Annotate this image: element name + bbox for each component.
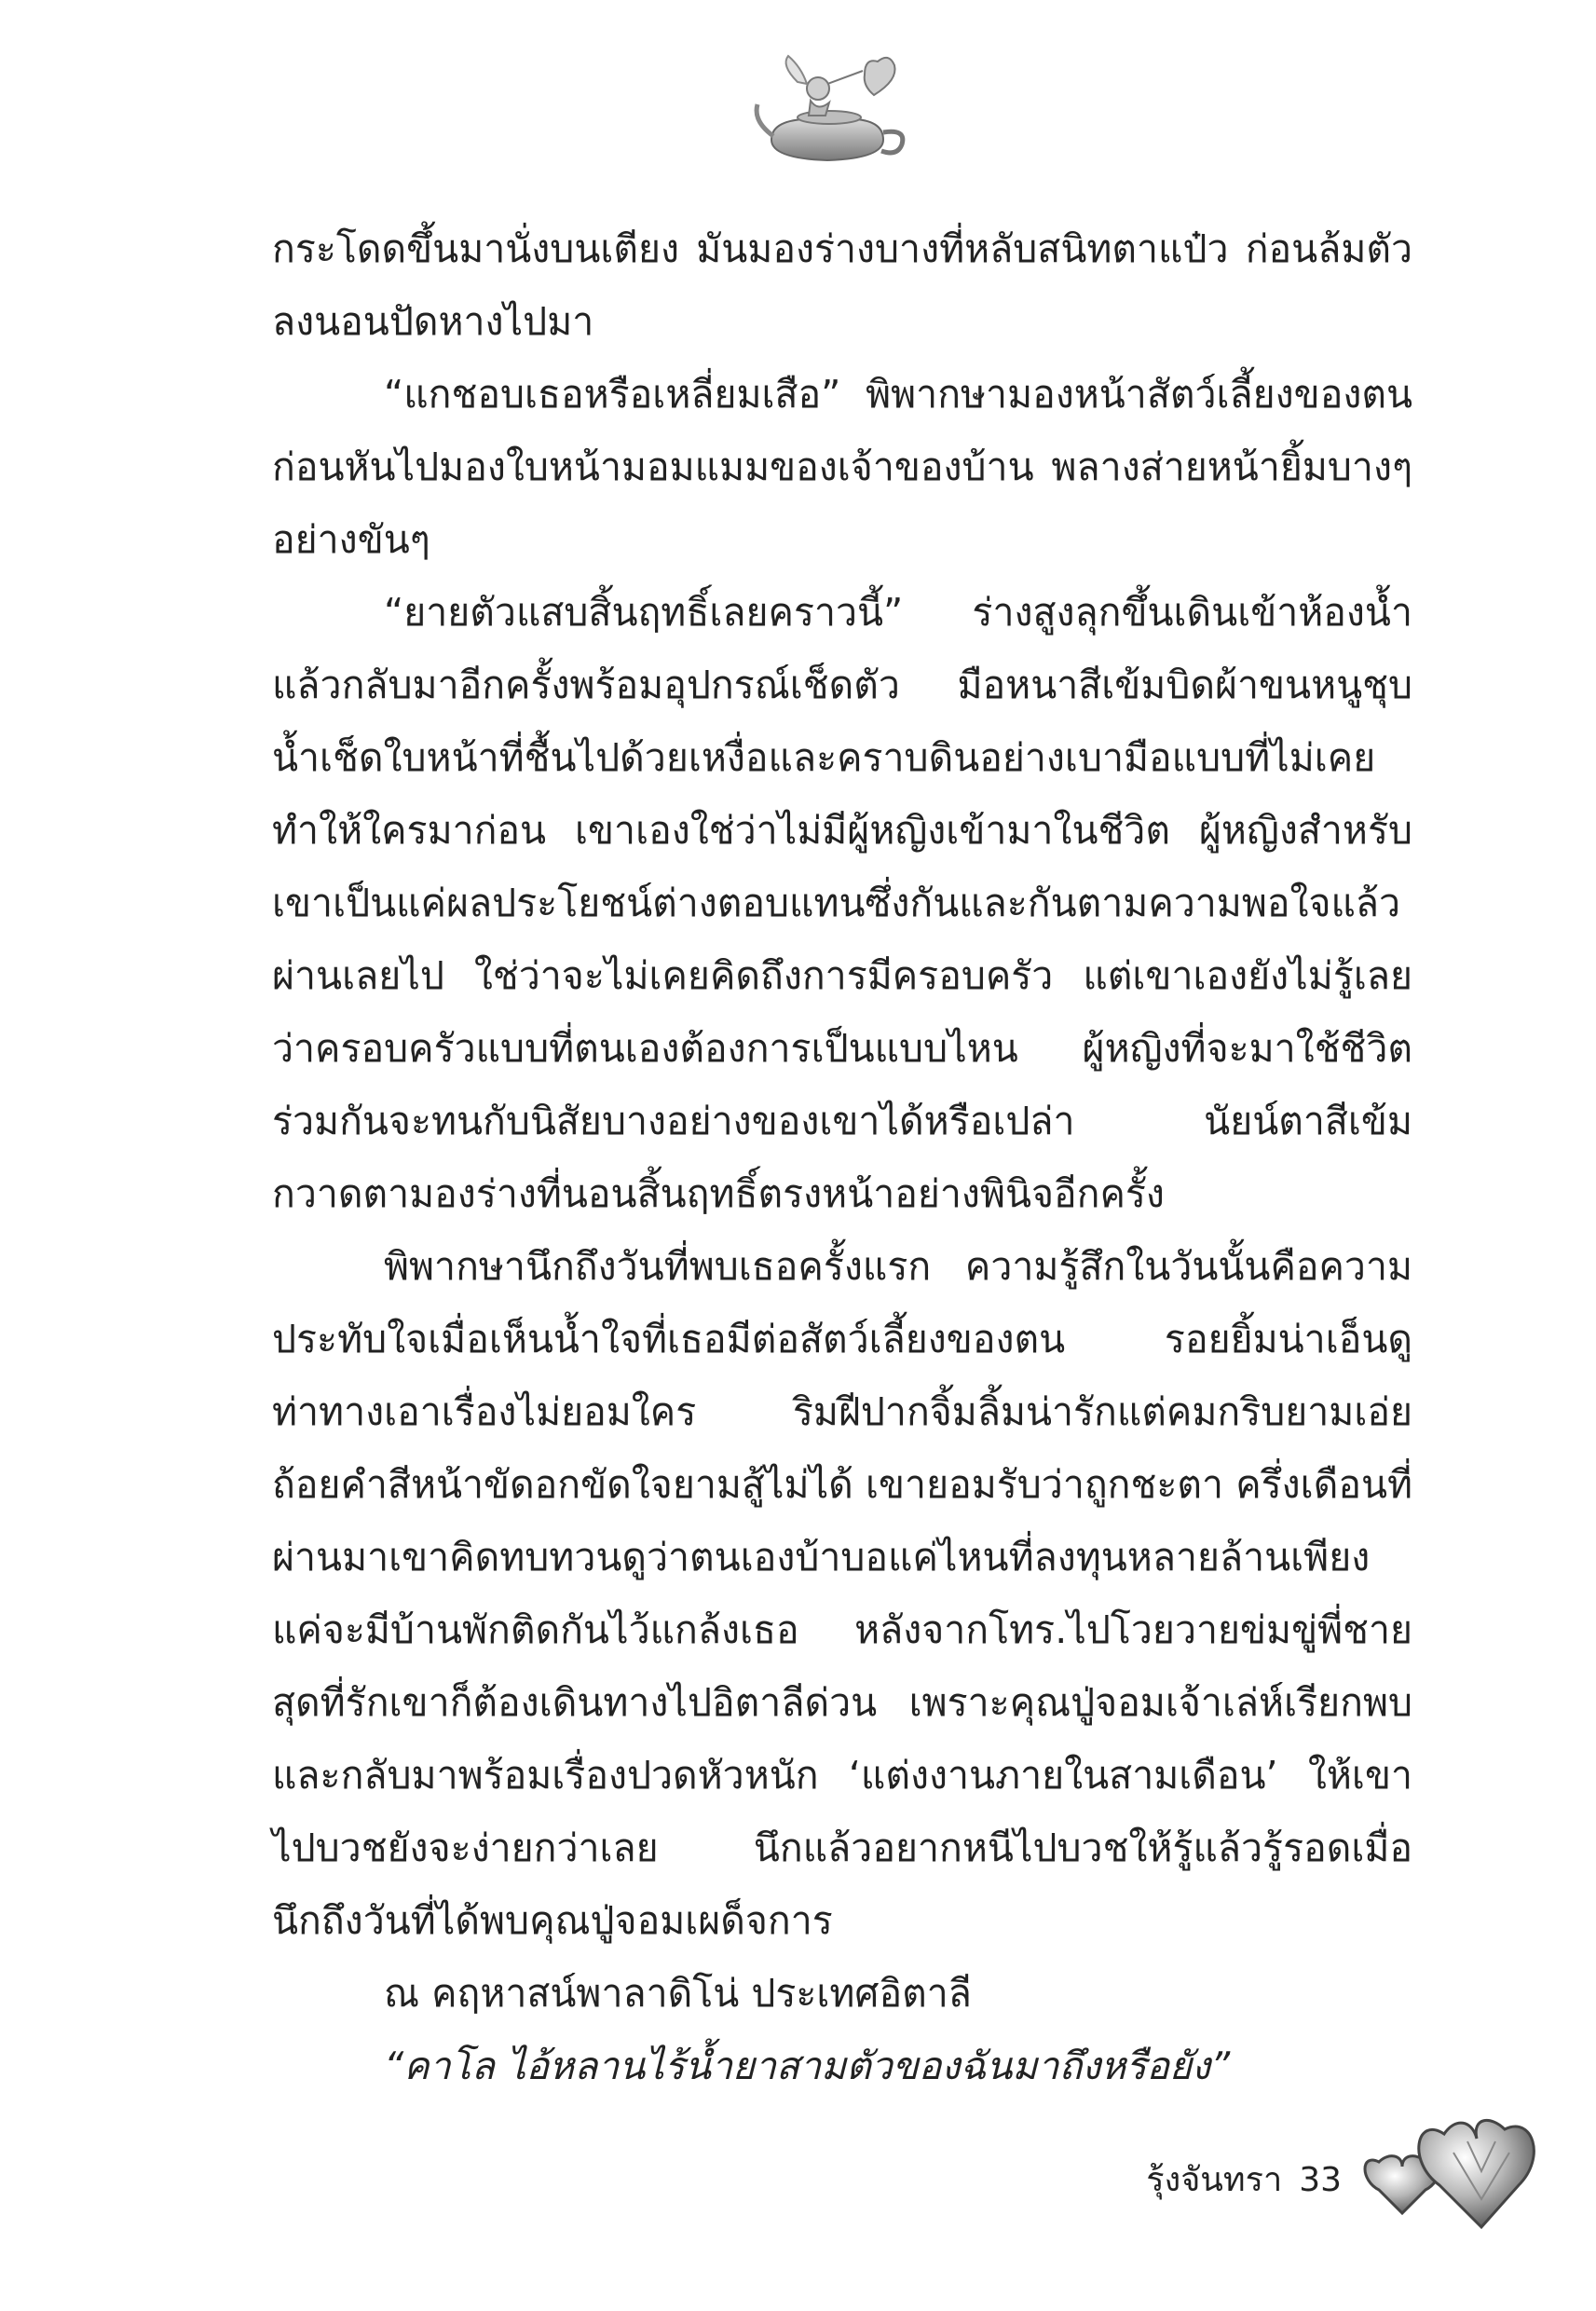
paragraph-1: กระโดดขึ้นมานั่งบนเตียง มันมองร่างบางที่หลับสนิทตาแป๋ว ก่อนล้มตัวลงนอนปัดหางไปมา xyxy=(272,226,1412,344)
cupid-teapot-ornament-icon xyxy=(753,47,911,172)
paragraph-3: “ยายตัวแสบสิ้นฤทธิ์เลยคราวนี้” ร่างสูงลุกขึ้นเดินเข้าห้องน้ำแล้วกลับมาอีกครั้งพร้อมอุปกรณ์เช็ดตัว มือหนาสีเข้มบิดผ้าขนหนูชุบน้ำเช็ดใบหน้าที่ชื้นไปด้วยเหงื่อและคราบดินอย่างเบามือแบบที่ไม่เคยทำให้ใครมาก่อน เขาเองใช่ว่าไม่มีผู้หญิงเข้ามาในชีวิต ผู้หญิงสำหรับเขาเป็นแค่ผลประโยชน์ต่างตอบแทนซึ่งกันและกันตามความพอใจแล้วผ่านเลยไป ใช่ว่าจะไม่เคยคิดถึงการมีครอบครัว แต่เขาเองยังไม่รู้เลยว่าครอบครัวแบบที่ตนเองต้องการเป็นแบบไหน ผู้หญิงที่จะมาใช้ชีวิตร่วมกันจะทนกับนิสัยบางอย่างของเขาได้หรือเปล่า นัยน์ตาสีเข้มกวาดตามองร่างที่นอนสิ้นฤทธิ์ตรงหน้าอย่างพินิจอีกครั้ง xyxy=(272,590,1412,1216)
page-number: 33 xyxy=(1299,2161,1342,2199)
crystal-hearts-icon xyxy=(1351,2097,1537,2246)
paragraph-2: “แกชอบเธอหรือเหลี่ยมเสือ” พิพากษามองหน้าสัตว์เลี้ยงของตน ก่อนหันไปมองใบหน้ามอมแมมของเจ้าของบ้าน พลางส่ายหน้ายิ้มบางๆ อย่างขันๆ xyxy=(272,372,1412,562)
paragraph-6: “คาโล ไอ้หลานไร้น้ำยาสามตัวของฉันมาถึงหรือยัง” xyxy=(384,2044,1231,2088)
body-text xyxy=(272,212,1412,2102)
paragraph-4: พิพากษานึกถึงวันที่พบเธอครั้งแรก ความรู้สึกในวันนั้นคือความประทับใจเมื่อเห็นน้ำใจที่เธอมีต่อสัตว์เลี้ยงของตน รอยยิ้มน่าเอ็นดูท่าทางเอาเรื่องไม่ยอมใคร ริมฝีปากจิ้มลิ้มน่ารักแต่คมกริบยามเอ่ยถ้อยคำสีหน้าขัดอกขัดใจยามสู้ไม่ได้ เขายอมรับว่าถูกชะตา ครึ่งเดือนที่ผ่านมาเขาคิดทบทวนดูว่าตนเองบ้าบอแค่ไหนที่ลงทุนหลายล้านเพียงแค่จะมีบ้านพักติดกันไว้แกล้งเธอ หลังจากโทร.ไปโวยวายข่มขู่พี่ชายสุดที่รักเขาก็ต้องเดินทางไปอิตาลีด่วน เพราะคุณปู่จอมเจ้าเล่ห์เรียกพบ และกลับมาพร้อมเรื่องปวดหัวหนัก ‘แต่งงานภายในสามเดือน’ ให้เขาไปบวชยังจะง่ายกว่าเลย นึกแล้วอยากหนีไปบวชให้รู้แล้วรู้รอดเมื่อนึกถึงวันที่ได้พบคุณปู่จอมเผด็จการ xyxy=(272,1244,1412,1943)
book-title: รุ้งจันทรา xyxy=(1146,2161,1283,2199)
page-footer xyxy=(969,2153,1342,2208)
paragraph-5: ณ คฤหาสน์พาลาดิโน่ ประเทศอิตาลี xyxy=(384,1971,972,2016)
